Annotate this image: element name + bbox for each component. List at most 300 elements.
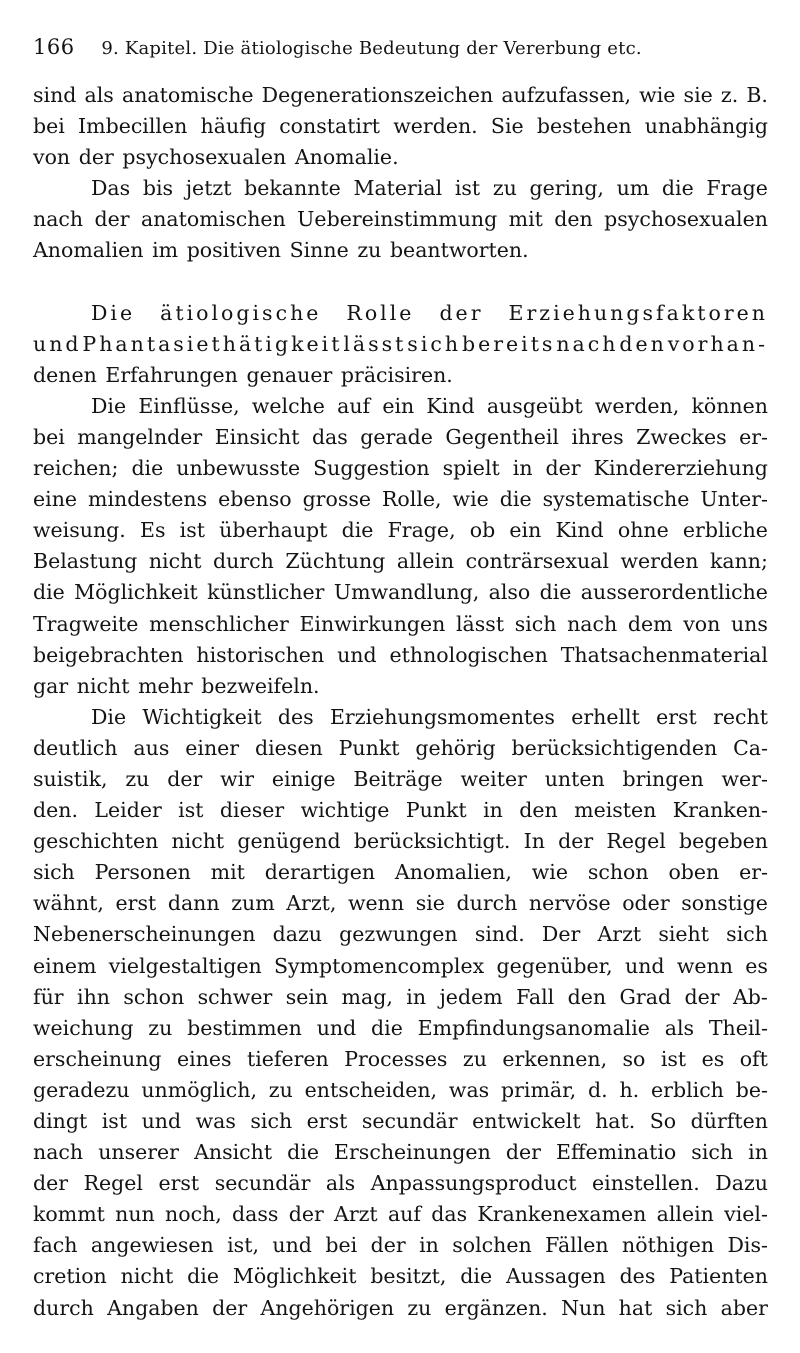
word: Zweckes [636, 424, 727, 449]
word: beigebrachten [33, 642, 184, 667]
paragraph [33, 702, 768, 1324]
word: bis [142, 176, 174, 201]
word: einem [33, 953, 97, 978]
word: in [419, 1233, 439, 1258]
word: der [94, 207, 130, 232]
text-line [33, 1168, 768, 1199]
word: schon [123, 984, 185, 1009]
word: von [683, 611, 721, 636]
word: werden. [393, 114, 478, 139]
word: Degenerationszeichen [261, 83, 494, 107]
word: bei [33, 114, 65, 139]
word: berücksichtigenden [511, 735, 718, 760]
word: mindestens [88, 487, 208, 512]
word: Punkt [405, 798, 467, 823]
word: des [277, 704, 314, 729]
word: Grad [619, 984, 672, 1009]
paragraph [33, 298, 768, 391]
word: historischen [196, 642, 325, 667]
word: psychosexualen [604, 207, 768, 232]
word: In [523, 829, 545, 854]
word: erhellt [571, 704, 640, 729]
word: nun [115, 1202, 155, 1227]
word: psychosexualen [122, 145, 287, 170]
word: cretion [33, 1264, 107, 1289]
word: die [661, 176, 694, 201]
word: ätiologische [160, 300, 322, 325]
text-line [33, 1293, 768, 1324]
text-line [33, 422, 768, 453]
word: Regel [83, 1171, 143, 1196]
text-line [33, 391, 768, 422]
word: weichung [33, 1015, 134, 1040]
word: das [311, 424, 348, 449]
word: zu [407, 1295, 432, 1320]
paragraph [33, 173, 768, 266]
word: be- [735, 1077, 768, 1102]
word: für [33, 984, 64, 1009]
word: von [33, 145, 71, 170]
word: der [439, 300, 484, 325]
word: es [701, 1046, 725, 1071]
word: Imbecillen [78, 114, 188, 139]
word: er- [739, 424, 768, 449]
word: gar [33, 673, 69, 698]
word: erkennen, [502, 1046, 608, 1071]
word: nicht [120, 1264, 174, 1289]
word: der [212, 1295, 248, 1320]
word: d. [588, 1077, 608, 1102]
word: jetzt [185, 176, 232, 201]
word: berücksichtigt. [353, 829, 511, 854]
word: secundär [214, 1171, 311, 1196]
word: Material [353, 176, 443, 201]
word: Effeminatio [556, 1140, 677, 1165]
word: Suggestion [313, 456, 430, 481]
word: eines [177, 1046, 232, 1071]
paragraph [33, 391, 768, 702]
word: unmöglich, [141, 1077, 257, 1102]
word: ohne [617, 518, 669, 543]
word: Züchtung [285, 549, 386, 574]
text-line [33, 111, 768, 142]
word: entscheiden, [304, 1077, 438, 1102]
word: Erfahrungen [105, 362, 238, 387]
word: sein [285, 984, 329, 1009]
word: Angaben [107, 1295, 199, 1320]
word: fach [33, 1233, 78, 1258]
word: der [370, 1233, 406, 1258]
text-line [33, 951, 768, 982]
word: kann; [709, 549, 768, 574]
word: wir [220, 766, 255, 791]
word: und [625, 953, 665, 978]
word: entwickelt [472, 1109, 581, 1133]
text-line [33, 857, 768, 888]
word: wie [531, 860, 568, 885]
word: bezweifeln. [201, 673, 320, 698]
word: ausserordentliche [580, 580, 768, 605]
word: positiven [186, 238, 281, 263]
word: angewiesen [90, 1233, 214, 1258]
word: erscheinung [33, 1046, 162, 1071]
text-line [33, 204, 768, 235]
word: durch [456, 891, 518, 916]
word: Rolle, [382, 487, 442, 512]
word: unserer [98, 1140, 179, 1165]
word: lässt [343, 331, 407, 356]
word: mangelnder [77, 424, 203, 449]
word: Theil- [708, 1015, 768, 1040]
word: Sie [490, 114, 524, 139]
word: gerade [360, 424, 433, 449]
word: sind. [474, 922, 525, 947]
word: wähnt, [33, 891, 104, 916]
word: zu [148, 1015, 173, 1040]
word: Personen [94, 860, 191, 885]
word: in [512, 456, 533, 481]
word: mag, [341, 984, 393, 1009]
word: Es [139, 518, 166, 543]
word: nach [33, 207, 84, 232]
word: Patienten [669, 1264, 768, 1289]
word: Rolle [346, 300, 415, 325]
word: aber [720, 1295, 768, 1320]
word: geschichten [33, 829, 159, 854]
word: und [141, 1109, 182, 1133]
word: grosse [302, 487, 371, 512]
word: Kind [555, 518, 604, 543]
word: ihn [77, 984, 110, 1009]
word: so [622, 1046, 646, 1071]
word: oft [739, 1046, 768, 1071]
word: erst [656, 704, 697, 729]
word: die [371, 1015, 403, 1040]
word: nach [556, 331, 619, 356]
word: deutlich [33, 735, 118, 760]
running-title: 9. Kapitel. Die ätiologische Bedeutung der Vererbung etc. [101, 38, 642, 59]
word: nöthigen [622, 1233, 715, 1258]
text-line [33, 982, 768, 1013]
text-line [33, 142, 768, 173]
word: secundär [361, 1109, 458, 1133]
text-line [33, 1013, 768, 1044]
word: das [431, 1202, 468, 1227]
word: noch, [165, 1202, 222, 1227]
word: unten [544, 766, 605, 791]
word: nicht [148, 549, 202, 574]
word: der [684, 984, 720, 1009]
word: mit [210, 860, 245, 885]
word: dann [167, 891, 220, 916]
word: die [33, 580, 65, 605]
text-line [33, 609, 768, 640]
text-line [33, 577, 768, 608]
word: Möglichkeit [74, 580, 198, 605]
word: viel- [724, 1202, 768, 1227]
word: oder [622, 891, 670, 916]
word: aus [133, 735, 170, 760]
word: Möglichkeit [232, 1264, 357, 1289]
word: conträrsexual [465, 549, 609, 574]
word: zu [462, 1046, 487, 1071]
word: Arzt [597, 922, 642, 947]
word: denen [33, 362, 97, 387]
word: werden [620, 549, 699, 574]
word: sind [33, 83, 77, 107]
word: ausgeübt [486, 393, 583, 418]
word: Kind [426, 393, 475, 418]
word: Ansicht [194, 1140, 273, 1165]
word: bei [325, 1233, 358, 1258]
word: er- [739, 860, 768, 885]
word: dem [627, 611, 673, 636]
word: Empfindungsanomalie [417, 1015, 650, 1040]
word: Tragweite [33, 611, 139, 636]
word: Arzt, [286, 891, 337, 916]
word: h. [619, 1077, 640, 1102]
text-line [33, 733, 768, 764]
word: als [664, 1015, 695, 1040]
page-header [33, 30, 773, 64]
word: einer [185, 735, 240, 760]
word: erst [158, 1171, 200, 1196]
word: allein [656, 1202, 714, 1227]
word: den [619, 331, 667, 356]
word: Anomalien, [394, 860, 512, 885]
text-line [33, 484, 768, 515]
text-line [33, 80, 768, 111]
word: Phantasiethätigkeit [82, 331, 343, 356]
word: die [341, 518, 374, 543]
word: sie [415, 891, 445, 916]
word: Erziehungsmomentes [329, 704, 555, 729]
text-line [33, 1075, 768, 1106]
word: die [460, 1264, 493, 1289]
text-line [33, 329, 768, 360]
word: Kranken- [672, 798, 768, 823]
word: Arzt [334, 1202, 378, 1227]
word: Leider [94, 798, 162, 823]
word: erbliche [682, 518, 768, 543]
word: sich [726, 922, 768, 947]
word: primär, [501, 1077, 577, 1102]
word: lässt [456, 611, 505, 636]
word: wichtige [300, 798, 390, 823]
word: Sinne [289, 238, 349, 263]
word: zum [231, 891, 275, 916]
word: also [488, 580, 531, 605]
word: der [558, 829, 594, 854]
text-line [33, 515, 768, 546]
word: bekannte [244, 176, 341, 201]
word: suistik, [33, 766, 108, 791]
word: des [619, 1264, 656, 1289]
word: geradezu [33, 1077, 130, 1102]
word: Gegentheil [445, 424, 559, 449]
word: Unter- [700, 487, 768, 512]
word: weisung. [33, 518, 126, 543]
word: Aussagen [505, 1264, 606, 1289]
word: Beiträge [353, 766, 443, 791]
word: Wichtigkeit [142, 704, 262, 729]
word: Dis- [727, 1233, 768, 1258]
word: Anomalien [33, 238, 144, 263]
word: recht [713, 704, 768, 729]
word: Processes [344, 1046, 448, 1071]
word: in [483, 798, 503, 823]
word: nervöse [528, 891, 611, 916]
word: sich [665, 1295, 708, 1320]
word: im [152, 238, 179, 263]
word: und [33, 331, 82, 356]
word: bei [33, 424, 65, 449]
word: gehörig [415, 735, 496, 760]
word: Umwandlung, [333, 580, 480, 605]
word: Einsicht [214, 424, 300, 449]
word: um [616, 176, 650, 201]
text-line [33, 764, 768, 795]
word: mehr [138, 673, 193, 698]
word: ergänzen. [444, 1295, 548, 1320]
word: was [195, 1109, 236, 1133]
word: sich [250, 1109, 293, 1133]
text-line [33, 640, 768, 671]
word: bestimmen [187, 1015, 302, 1040]
word: als [325, 1171, 356, 1196]
word: bringen [622, 766, 704, 791]
word: der [167, 766, 203, 791]
text-line [33, 888, 768, 919]
word: besitzt, [370, 1264, 447, 1289]
word: einstellen. [592, 1171, 700, 1196]
word: dass [232, 1202, 279, 1227]
word: begeben [679, 829, 768, 854]
paragraph-gap [33, 267, 768, 298]
word: Ca- [733, 735, 768, 760]
word: der [33, 1171, 69, 1196]
word: den [519, 798, 558, 823]
word: bestehen [536, 114, 632, 139]
text-line [33, 1044, 768, 1075]
word: z. [720, 83, 739, 107]
text-line [33, 360, 768, 391]
word: unabhängig [644, 114, 768, 139]
word: häufig [200, 114, 266, 139]
word: können [691, 393, 768, 418]
paragraph [33, 80, 768, 173]
word: gegenüber, [496, 953, 613, 978]
word: Anomalie. [294, 145, 399, 170]
word: und [316, 1015, 357, 1040]
word: dazu [272, 922, 322, 947]
word: genügend [237, 829, 341, 854]
word: eine [33, 487, 78, 512]
word: Die [91, 704, 127, 729]
word: sich [691, 1140, 734, 1165]
word: spielt [442, 456, 500, 481]
word: Erscheinungen [334, 1140, 491, 1165]
word: Das [91, 176, 131, 201]
word: bereits [461, 331, 556, 356]
word: ist [660, 1046, 687, 1071]
word: reichen; [33, 456, 119, 481]
word: meisten [574, 798, 657, 823]
word: Anpassungsproduct [370, 1171, 577, 1196]
word: Krankenexamen [477, 1202, 647, 1227]
word: Einwirkungen [299, 611, 446, 636]
word: systematische [542, 487, 690, 512]
word: zu [357, 238, 382, 263]
word: vielgestaltigen [108, 953, 262, 978]
word: gezwungen [339, 922, 458, 947]
word: als [84, 83, 114, 107]
word: uns [730, 611, 768, 636]
word: mit [508, 207, 543, 232]
word: in [406, 984, 427, 1009]
word: der [545, 456, 581, 481]
word: anatomische [121, 83, 254, 107]
word: wie [452, 487, 489, 512]
word: Einflüsse, [138, 393, 240, 418]
word: ist [454, 176, 481, 201]
word: ein [509, 518, 542, 543]
word: erst [306, 1109, 348, 1133]
word: dingt [33, 1109, 88, 1133]
text-line [33, 298, 768, 329]
word: constatirt [279, 114, 381, 139]
word: die [287, 1140, 319, 1165]
word: So [649, 1109, 677, 1133]
word: Uebereinstimmung [297, 207, 498, 232]
word: sich [33, 860, 75, 885]
word: Fall [516, 984, 555, 1009]
word: Nebenerscheinungen [33, 922, 256, 947]
word: nicht [171, 829, 225, 854]
word: diesen [255, 735, 323, 760]
word: solchen [452, 1233, 532, 1258]
word: tieferen [246, 1046, 329, 1071]
word: Die [91, 393, 127, 418]
word: derartigen [264, 860, 376, 885]
text-line [33, 453, 768, 484]
word: und [272, 1233, 312, 1258]
word: nach [33, 1140, 84, 1165]
text-line [33, 702, 768, 733]
word: werden, [594, 393, 680, 418]
word: Die [91, 300, 136, 325]
word: Regel [606, 829, 666, 854]
word: wenn [348, 891, 405, 916]
word: welche [251, 393, 325, 418]
word: ethnologischen [389, 642, 548, 667]
word: den. [33, 798, 78, 823]
word: die [131, 456, 164, 481]
word: was [448, 1077, 490, 1102]
word: ihres [571, 424, 624, 449]
word: den [567, 984, 607, 1009]
word: zu [125, 766, 150, 791]
word: die [499, 487, 532, 512]
word: Dazu [715, 1171, 768, 1196]
word: durch [213, 549, 274, 574]
word: kommt [33, 1202, 105, 1227]
word: vorhan- [667, 331, 768, 356]
text-line [33, 235, 768, 266]
word: B. [746, 83, 768, 107]
word: oben [668, 860, 720, 885]
word: Frage [706, 176, 768, 201]
